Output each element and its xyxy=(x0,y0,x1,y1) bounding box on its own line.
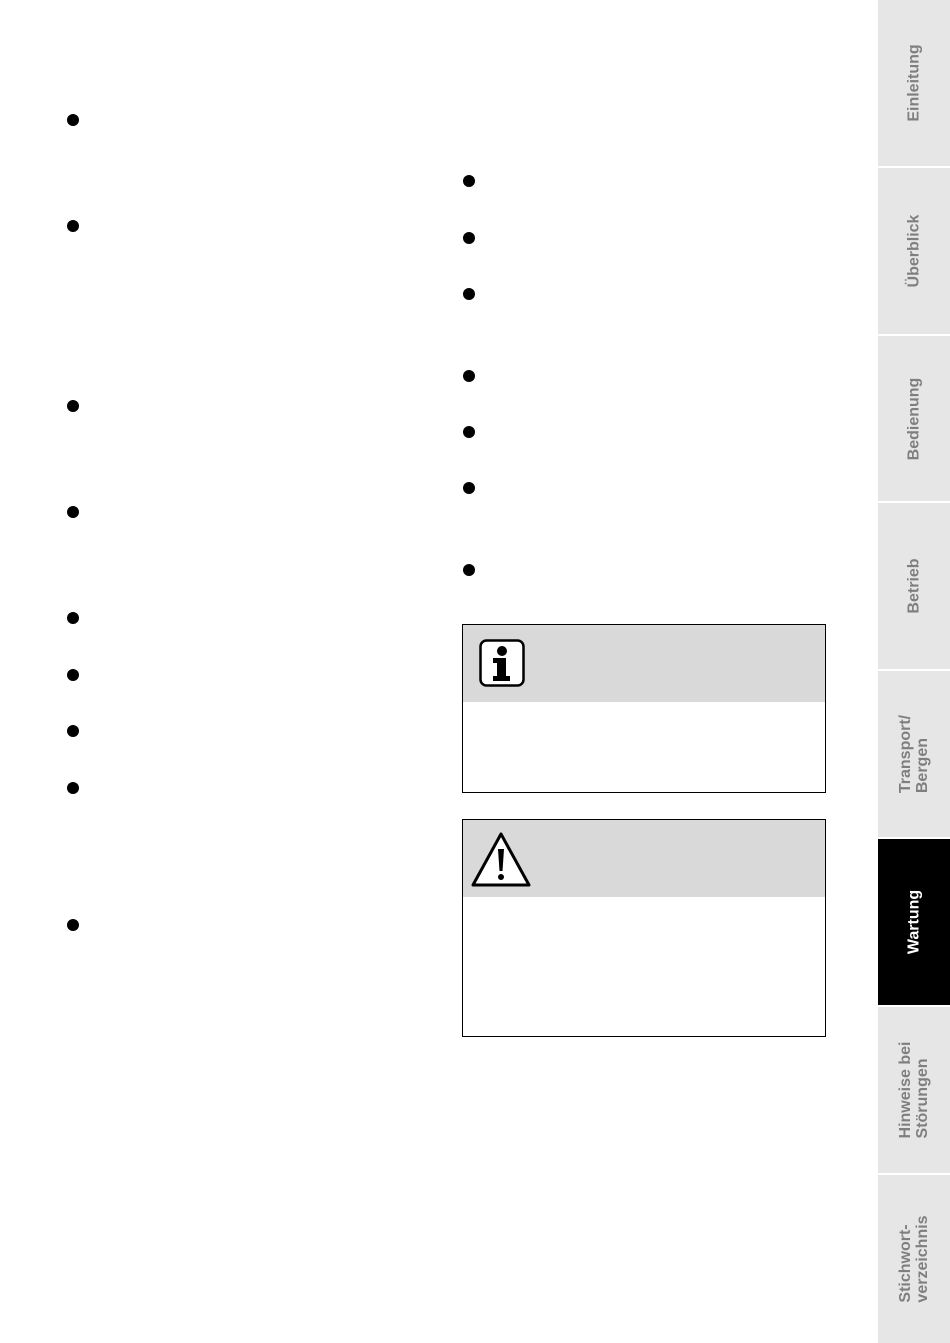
bullet-point xyxy=(463,426,475,438)
tab-label: Transport/ Bergen xyxy=(897,714,931,794)
tab-label: Wartung xyxy=(905,889,923,955)
tab-label: Einleitung xyxy=(905,44,923,122)
bullet-point xyxy=(67,782,79,794)
bullet-point xyxy=(67,220,79,232)
tab-transport-bergen[interactable] xyxy=(878,671,950,839)
bullet-point xyxy=(67,400,79,412)
info-icon xyxy=(479,639,525,687)
tab-label: Hinweise bei Störungen xyxy=(897,1041,931,1139)
bullet-point xyxy=(67,919,79,931)
tab-label: Betrieb xyxy=(905,558,923,614)
tab-ueberblick[interactable] xyxy=(878,168,950,336)
bullet-point xyxy=(463,232,475,244)
bullet-point xyxy=(67,506,79,518)
tab-einleitung[interactable] xyxy=(878,0,950,168)
tab-bedienung[interactable] xyxy=(878,336,950,503)
tab-label: Stichwort- verzeichnis xyxy=(897,1215,931,1303)
tab-label: Bedienung xyxy=(905,377,923,460)
bullet-point xyxy=(463,370,475,382)
tab-betrieb[interactable] xyxy=(878,503,950,671)
info-box-header xyxy=(463,625,825,702)
bullet-point xyxy=(463,564,475,576)
tab-label: Überblick xyxy=(905,214,923,288)
tab-hinweise-stoerungen[interactable] xyxy=(878,1007,950,1175)
bullet-point xyxy=(463,288,475,300)
bullet-point xyxy=(67,114,79,126)
bullet-point xyxy=(463,175,475,187)
bullet-point xyxy=(67,725,79,737)
bullet-point xyxy=(463,482,475,494)
warning-box xyxy=(462,819,826,1037)
info-box xyxy=(462,624,826,793)
bullet-point xyxy=(67,669,79,681)
tab-stichwortverzeichnis[interactable] xyxy=(878,1175,950,1343)
tab-wartung[interactable] xyxy=(878,839,950,1007)
bullet-point xyxy=(67,612,79,624)
warning-box-header xyxy=(463,820,825,897)
warning-triangle-icon xyxy=(470,830,532,888)
